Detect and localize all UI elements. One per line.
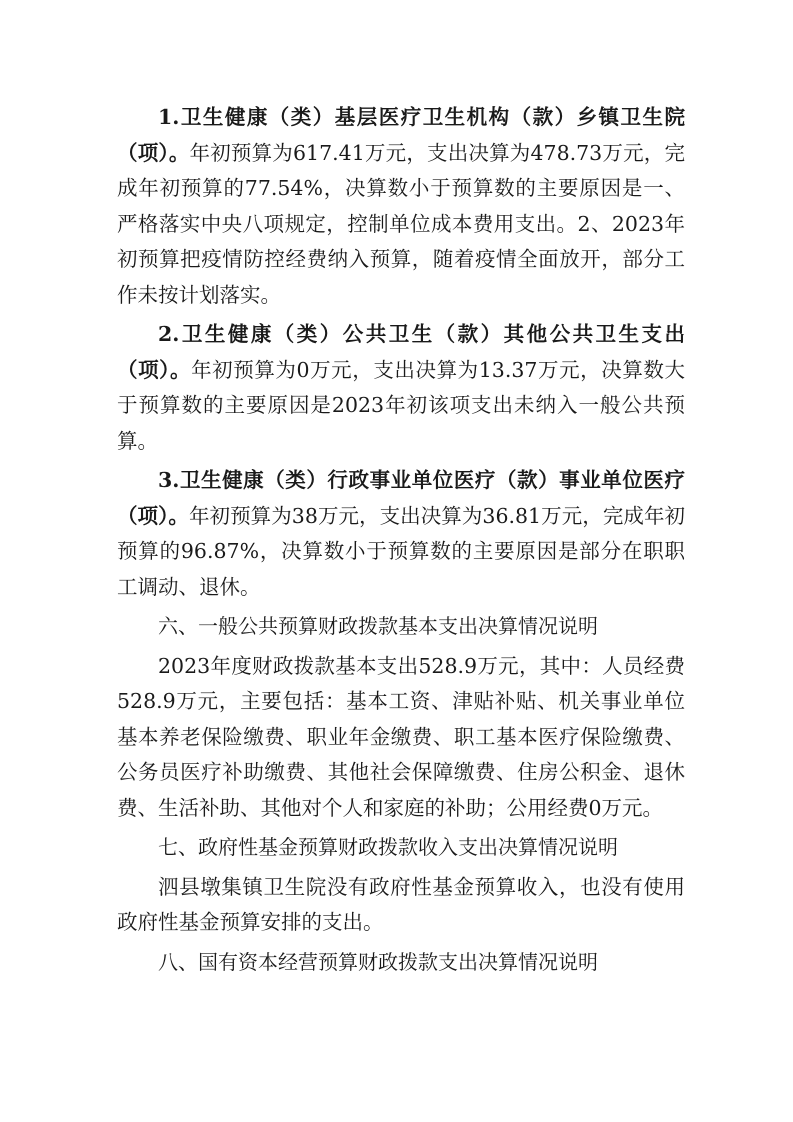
paragraph-item-2 xyxy=(117,317,685,459)
item-2-body: 年初预算为0万元，支出决算为13.37万元，决算数大于预算数的主要原因是2023年初该项支出未纳入一般公共预算。 xyxy=(117,357,686,453)
section-7-heading: 七、政府性基金预算财政拨款收入支出决算情况说明 xyxy=(158,835,618,859)
section-6-body: 2023年度财政拨款基本支出528.9万元，其中：人员经费528.9万元，主要包括：基本工资、津贴补贴、机关事业单位基本养老保险缴费、职业年金缴费、职工基本医疗保险缴费、公务员医疗补助缴费、其他社会保障缴费、住房公积金、退休费、生活补助、其他对个人和家庭的补助；公用经费0万元。 xyxy=(117,653,685,820)
section-7-body: 泗县墩集镇卫生院没有政府性基金预算收入，也没有使用政府性基金预算安排的支出。 xyxy=(117,874,685,934)
section-8-heading: 八、国有资本经营预算财政拨款支出决算情况说明 xyxy=(158,949,598,974)
document-content xyxy=(117,100,685,984)
item-1-body: 年初预算为617.41万元，支出决算为478.73万元，完成年初预算的77.54%，决算数小于预算数的主要原因是一、严格落实中央八项规定，控制单位成本费用支出。2、2023年初预算把疫情防控经费纳入预算，随着疫情全面放开，部分工作未按计划落实。 xyxy=(117,140,685,307)
item-2-title: 2.卫生健康（类）公共卫生（款）其他公共卫生支出（项）。 xyxy=(117,322,685,382)
paragraph-item-3 xyxy=(117,463,685,605)
paragraph-item-1 xyxy=(117,100,685,313)
item-3-title: 3.卫生健康（类）行政事业单位医疗（款）事业单位医疗（项）。 xyxy=(117,468,685,528)
item-1-title: 1.卫生健康（类）基层医疗卫生机构（款）乡镇卫生院（项）。 xyxy=(117,105,685,165)
item-3-body: 年初预算为38万元，支出决算为36.81万元，完成年初预算的96.87%，决算数小于预算数的主要原因是部分在职职工调动、退休。 xyxy=(117,503,686,599)
section-6-heading: 六、一般公共预算财政拨款基本支出决算情况说明 xyxy=(158,614,598,638)
